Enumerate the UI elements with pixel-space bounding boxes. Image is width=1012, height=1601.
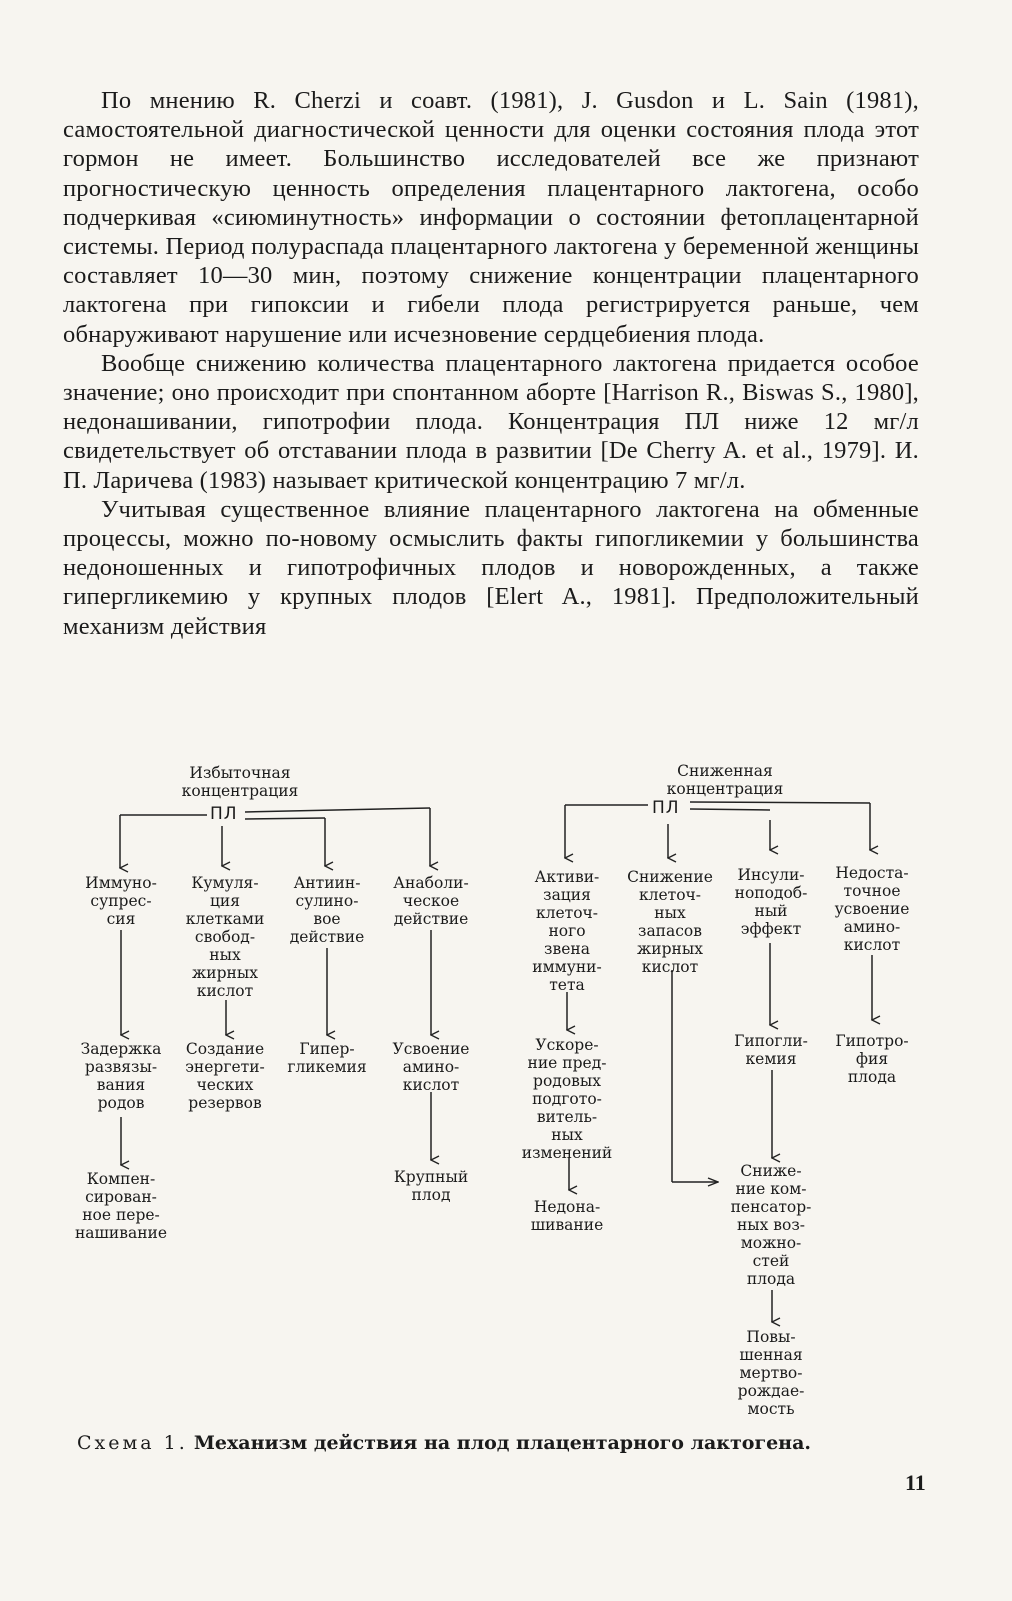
left-anabolic-action: Анаболи- ческое действие (393, 874, 469, 928)
right-insulin-like-effect: Инсули- ноподоб- ный эффект (734, 866, 808, 938)
right-reduced-fatty-acid-stores: Снижение клеточ- ных запасов жирных кислот (627, 868, 713, 976)
left-anti-insulin-action: Антиин- сулино- вое действие (289, 874, 365, 946)
left-compensated-postmaturity: Компен- сирован- ное пере- нашивание (74, 1170, 168, 1242)
right-header: Сниженная концентрация (666, 762, 784, 798)
right-accelerated-prelabor-changes: Ускоре- ние пред- родовых подгото- витель- ных изменений (521, 1036, 613, 1162)
left-immunosuppression: Иммуно- супрес- сия (85, 874, 157, 928)
left-delayed-labor: Задержка развязы- вания родов (80, 1040, 162, 1112)
left-header: Избыточная концентрация (181, 764, 299, 800)
left-root-pl: ПЛ (210, 804, 238, 824)
figure-caption (77, 1432, 811, 1454)
right-insufficient-amino-acid-uptake: Недоста- точное усвоение амино- кислот (834, 864, 910, 954)
right-increased-stillbirth: Повы- шенная мертво- рождае- мость (737, 1328, 805, 1418)
right-root-pl: ПЛ (652, 798, 680, 818)
left-amino-acid-uptake: Усвоение амино- кислот (392, 1040, 470, 1094)
left-hyperglycemia: Гипер- гликемия (287, 1040, 367, 1076)
paragraph-1: По мнению R. Cherzi и соавт. (1981), J. Gusdon и L. Sain (1981), самостоятельной диагностической ценности для оценки состояния плода этот гормон не имеет. Большинство исследователей все же признают прогностическую ценность определения плацентарного лактогена, особо подчеркивая «сиюминутность» информации о состоянии фетоплацентарной системы. Период полураспада плацентарного лактогена у беременной женщины составляет 10—30 мин, поэтому снижение концентрации плацентарного лактогена при гипоксии и гибели плода регистрируется раньше, чем обнаруживают нарушение или исчезновение сердцебиения плода. (63, 87, 919, 348)
right-preterm-birth: Недона- шивание (530, 1198, 604, 1234)
paragraph-3: Учитывая существенное влияние плацентарного лактогена на обменные процессы, можно по-новому осмыслить факты гипогликемии у большинства недоношенных и гипотрофичных плодов и новорожденных, а также гипергликемию у крупных плодов [Elert A., 1981]. Предположительный механизм действия (63, 495, 919, 640)
right-hypoglycemia: Гипогли- кемия (734, 1032, 808, 1068)
left-energy-reserves: Создание энергети- ческих резервов (185, 1040, 265, 1112)
page-number: 11 (905, 1470, 926, 1495)
right-fetal-hypotrophy: Гипотро- фия плода (835, 1032, 909, 1086)
left-large-fetus: Крупный плод (393, 1168, 469, 1204)
left-fatty-acid-accumulation: Кумуля- ция клетками свобод- ных жирных кислот (185, 874, 265, 1000)
paragraph-2: Вообще снижению количества плацентарного лактогена придается особое значение; оно происходит при спонтанном аборте [Harrison R., Biswas S., 1980], недонашивании, гипотрофии плода. Концентрация ПЛ ниже 12 мг/л свидетельствует об отставании плода в развитии [De Cherry A. et al., 1979]. И. П. Ларичева (1983) называет критической концентрацию 7 мг/л. (63, 349, 919, 494)
caption-lead: Схема 1. (77, 1432, 188, 1454)
caption-title: Механизм действия на плод плацентарного лактогена. (193, 1432, 812, 1454)
right-cellular-immunity-activation: Активи- зация клеточ- ного звена иммуни- тета (532, 868, 602, 994)
right-reduced-compensatory-capacity: Сниже- ние ком- пенсатор- ных воз- можно- стей плода (730, 1162, 812, 1288)
